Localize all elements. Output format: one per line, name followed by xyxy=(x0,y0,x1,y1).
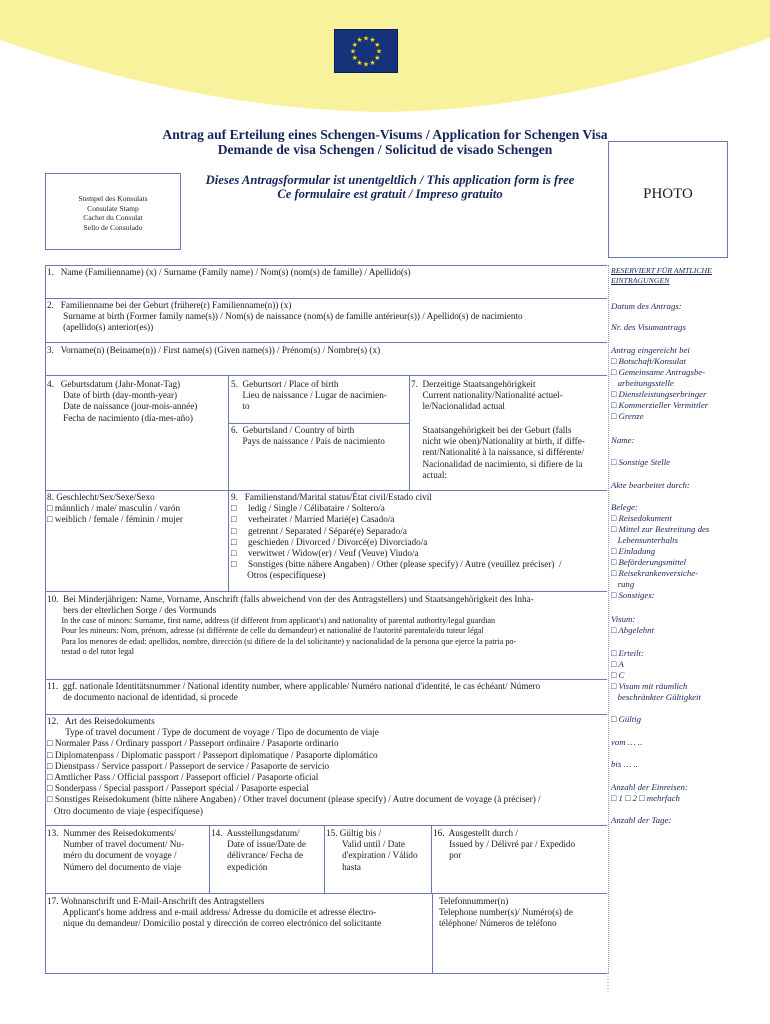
eu-star-icon: ★ xyxy=(374,54,381,62)
eu-star-icon: ★ xyxy=(375,47,383,56)
field-11-national-id[interactable]: 11. ggf. nationale Identitätsnummer / National identity number, where applicable/ Numéro national d'identité, le cas échéant/ Número de documento nacional de identidad, si procede xyxy=(47,681,541,703)
eu-star-icon: ★ xyxy=(369,36,376,45)
bottom-dotted-edge xyxy=(45,973,728,993)
official-other: □ Sonstige Stelle xyxy=(611,457,671,467)
stamp-label-es: Sello de Consulado xyxy=(83,222,143,232)
form-title-line2: Demande de visa Schengen / Solicitud de visado Schengen xyxy=(217,142,553,157)
stamp-label-en: Consulate Stamp xyxy=(87,203,139,213)
field-4-date-of-birth[interactable]: 4. Geburtsdatum (Jahr-Monat-Tag) Date of birth (day-month-year) Date de naissance (jour-mois-année) Fecha de nacimiento (día-mes-año) xyxy=(47,379,198,423)
form-title-line1: Antrag auf Erteilung eines Schengen-Visums / Application for Schengen Visa xyxy=(162,127,608,142)
application-form xyxy=(45,265,607,973)
stamp-label-de: Stempel des Konsulats xyxy=(78,194,148,203)
eu-star-icon: ★ xyxy=(351,54,358,62)
field-3-first-name[interactable]: 3. Vorname(n) (Beiname(n)) / First name(s) (Given name(s)) / Prénom(s) / Nombre(s) (x) xyxy=(47,345,381,355)
eu-star-icon: ★ xyxy=(356,36,363,45)
field-17-telephone[interactable]: Telefonnummer(n) Telephone number(s)/ Numéro(s) de téléphone/ Números de teléfono xyxy=(439,896,573,929)
field-1-surname[interactable]: 1. Name (Familienname) (x) / Surname (Family name) / Nom(s) (nom(s) de famille) / Apellido(s) xyxy=(47,267,411,277)
field-2-surname-at-birth[interactable]: 2. Familienname bei der Geburt (frühere(r) Familienname(n)) (x) Surname at birth (Former family name(s)) / Nom(s) de naissance (nom(s) de famille antérieur(s)) / Apellido(s) de nacimiento (apellido(s) anterior(es)) xyxy=(47,300,523,333)
field-12-travel-document-type[interactable]: 12. Art des Reisedokuments Type of travel document / Type de document de voyage / Tipo de documento de viaje □ Normaler Pass / Ordinary passport / Passeport ordinaire / Pasaporte ordinario □ Diplomatenpass / Diplomatic passport / Passeport diplomatique / Pasaporte diplomático □ Dienstpass / Service passport / Passeport de service / Pasaporte de servicio □ Amtlicher Pass / Official passport / Passeport officiel / Pasaporte oficial □ Sonderpass / Special passport / Passeport spécial / Pasaporte especial □ Sonstiges Reisedokument (bitte nähere Angaben) / Other travel document (please specify) / Autre document de voyage (à préciser) / Otro documento de viaje (especifíquese) xyxy=(47,716,541,816)
free-notice-line1: Dieses Antragsformular ist unentgeltlich / This application form is free xyxy=(205,173,575,187)
photo-label: PHOTO xyxy=(643,186,693,202)
eu-star-icon: ★ xyxy=(362,60,370,69)
field-6-country-of-birth[interactable]: 6. Geburtsland / Country of birth Pays de naissance / País de nacimiento xyxy=(231,425,385,447)
official-visa-refused: Visum: □ Abgelehnt xyxy=(611,614,655,635)
eu-star-icon: ★ xyxy=(351,41,358,49)
official-use-heading: RESERVIERT FÜR AMTLICHE EINTRAGUNGEN xyxy=(611,266,712,285)
official-date-of-application: Datum des Antrags: xyxy=(611,301,682,311)
free-notice-line2: Ce formulaire est gratuit / Impreso gratuito xyxy=(277,187,503,201)
official-valid-from: vom … .. xyxy=(611,737,643,747)
official-valid: □ Gültig xyxy=(611,714,641,724)
official-supporting-documents: Belege: □ Reisedokument □ Mittel zur Bestreitung des Lebensunterhalts □ Einladung □ Beförderungsmittel □ Reisekrankenversiche- rung □ Sonstiges: xyxy=(611,502,710,600)
official-lodged-at: Antrag eingereicht bei □ Botschaft/Konsulat □ Gemeinsame Antragsbe- arbeitungsstelle □ Dienstleistungserbringer □ Kommerzieller Vermittler □ Grenze xyxy=(611,345,709,421)
official-application-number: Nr. des Visumantrags xyxy=(611,322,686,332)
field-9-marital-status[interactable]: 9. Familienstand/Marital status/État civil/Estado civil □ ledig / Single / Célibataire / Soltero/a □ verheiratet / Married Marié(e) Casado/a □ getrennt / Separated / Séparé(e) Separado/a □ geschieden / Divorced / Divorcé(e) Divorciado/a □ verwitwet / Widow(er) / Veuf (Veuve) Viudo/a □ Sonstiges (bitte nähere Angaben) / Other (please specify) / Autre (veuillez préciser) / Otros (especifíquese) xyxy=(231,492,562,581)
official-number-of-entries: Anzahl der Einreisen: □ 1 □ 2 □ mehrfach xyxy=(611,782,688,803)
consulate-stamp-box xyxy=(45,173,181,250)
field-10-parental-authority[interactable]: 10. Bei Minderjährigen: Name, Vorname, Anschrift (falls abweichend von der des Antragstellers) und Staatsangehörigkeit des Inha- bers der elterlichen Sorge / des Vormunds xyxy=(47,594,534,616)
field-10-translations: In the case of minors: Surname, first name, address (if different from applicant's) and nationality of parental authority/legal guardian Pour les mineurs: Nom, prénom, adresse (si différente de celle du demandeur) et nationalité de l'autorité parentale/du tuteur légal Para los menores de edad: apellidos, nombre, dirección (si difiere de la del solicitante) y nacionalidad de la persona que ejerce la patria po- testad o del tutor legal xyxy=(61,616,517,657)
official-valid-until: bis … .. xyxy=(611,759,638,769)
eu-star-icon: ★ xyxy=(356,58,363,67)
photo-box[interactable] xyxy=(608,141,728,258)
eu-flag-icon xyxy=(334,29,398,73)
stamp-label-fr: Cachet du Consulat xyxy=(83,213,143,222)
field-15-valid-until[interactable]: 15. Gültig bis / Valid until / Date d'expiration / Válido hasta xyxy=(326,828,418,872)
official-visa-issued: □ Erteilt: □ A □ C □ Visum mit räumlich beschränkter Gültigkeit xyxy=(611,648,701,702)
official-number-of-days: Anzahl der Tage: xyxy=(611,815,672,825)
eu-star-icon: ★ xyxy=(374,41,381,49)
official-use-column xyxy=(608,265,729,973)
field-17-home-address[interactable]: 17. Wohnanschrift und E-Mail-Anschrift des Antragstellers Applicant's home address and e-mail address/ Adresse du domicile et adresse électro- nique du demandeur/ Domicilio postal y dirección de correo electrónico del solicitante xyxy=(47,896,382,929)
field-7-nationality[interactable]: 7. Derzeitige Staatsangehörigkeit Current nationality/Nationalité actuel- le/Nacionalidad actual xyxy=(411,379,563,412)
eu-star-icon: ★ xyxy=(362,34,370,43)
official-handled-by: Akte bearbeitet durch: xyxy=(611,480,690,490)
field-8-sex[interactable]: 8. Geschlecht/Sex/Sexe/Sexo □ männlich / male/ masculin / varón □ weiblich / female / féminin / mujer xyxy=(47,492,183,525)
official-name: Name: xyxy=(611,435,635,445)
field-16-issued-by[interactable]: 16. Ausgestellt durch / Issued by / Délivré par / Expedido por xyxy=(433,828,576,861)
field-5-place-of-birth[interactable]: 5. Geburtsort / Place of birth Lieu de naissance / Lugar de nacimien- to xyxy=(231,379,387,412)
eu-star-icon: ★ xyxy=(349,47,357,56)
field-7-nationality-at-birth[interactable]: Staatsangehörigkeit bei der Geburt (falls nicht wie oben)/Nationality at birth, if diffe- rent/Nationalité à la naissance, si différente/ Nacionalidad de nacimiento, si difiere de la actual: xyxy=(422,425,585,480)
eu-star-icon: ★ xyxy=(369,58,376,67)
field-13-document-number[interactable]: 13. Nummer des Reisedokuments/ Number of travel document/ Nu- méro du document de voyage / Número del documento de viaje xyxy=(47,828,185,872)
field-14-date-of-issue[interactable]: 14. Ausstellungsdatum/ Date of issue/Date de délivrance/ Fecha de expedición xyxy=(211,828,306,872)
